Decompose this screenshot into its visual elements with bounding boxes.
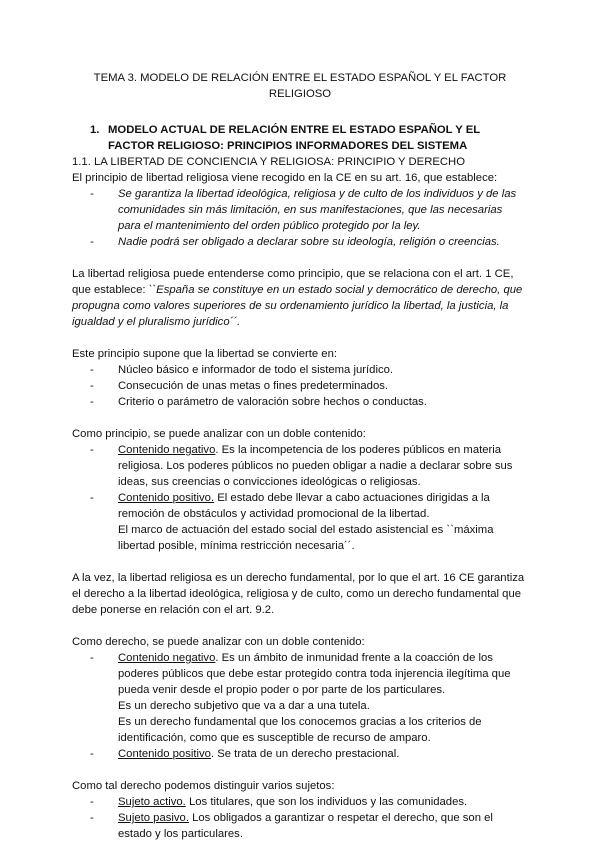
dash-bullet: - bbox=[90, 748, 94, 760]
principio-content-list bbox=[72, 442, 528, 554]
list-item-text: Los titulares, que son los individuos y las comunidades. bbox=[185, 796, 468, 808]
list-item-text: . Es un ámbito de inmunidad frente a la coacción de los poderes públicos que debe estar protegido contra toda injerencia ilegítima que pueda venir desde el propio poder o por parte de los particulares. bbox=[118, 652, 511, 696]
underlined-label: Contenido negativo bbox=[118, 652, 216, 664]
list-item-text: El estado debe llevar a cabo actuaciones dirigidas a la remoción de obstáculos y actividad promocional de la libertad. bbox=[118, 492, 490, 520]
list-item-extra: Es un derecho fundamental que los conocemos gracias a los criterios de identificación, como que es susceptible de recurso de amparo. bbox=[118, 716, 482, 744]
list-item-text: Los obligados a garantizar o respetar el derecho, que son el estado y los particulares. bbox=[118, 812, 493, 840]
list-item-extra: Es un derecho subjetivo que va a dar a una tutela. bbox=[118, 700, 370, 712]
section-heading bbox=[90, 122, 528, 154]
underlined-label: Contenido negativo bbox=[118, 444, 216, 456]
list-item bbox=[72, 234, 528, 250]
supone-intro: Este principio supone que la libertad se convierte en: bbox=[72, 348, 338, 360]
list-item bbox=[72, 362, 528, 378]
derecho-content-list bbox=[72, 650, 528, 762]
list-item-text: Se garantiza la libertad ideológica, religiosa y de culto de los individuos y de las comunidades sin más limitación, en sus manifestaciones, que las necesarias para el mantenimiento del orden público protegido por la ley. bbox=[118, 188, 517, 232]
sujetos-intro: Como tal derecho podemos distinguir varios sujetos: bbox=[72, 780, 335, 792]
dash-bullet: - bbox=[90, 236, 94, 248]
dash-bullet: - bbox=[90, 796, 94, 808]
list-item-text: Consecución de unas metas o fines predeterminados. bbox=[118, 380, 389, 392]
dash-bullet: - bbox=[90, 364, 94, 376]
list-item-text: Núcleo básico e informador de todo el sistema jurídico. bbox=[118, 364, 394, 376]
list-item bbox=[72, 810, 528, 842]
dash-bullet: - bbox=[90, 444, 94, 456]
list-item-text: Criterio o parámetro de valoración sobre hechos o conductas. bbox=[118, 396, 427, 408]
list-item bbox=[72, 794, 528, 810]
dash-bullet: - bbox=[90, 396, 94, 408]
supone-list bbox=[72, 362, 528, 410]
dash-bullet: - bbox=[90, 380, 94, 392]
document-page bbox=[72, 70, 528, 842]
list-item-text: Nadie podrá ser obligado a declarar sobre su ideología, religión o creencias. bbox=[118, 236, 500, 248]
derecho-fundamental-paragraph: A la vez, la libertad religiosa es un derecho fundamental, por lo que el art. 16 CE garantiza el derecho a la libertad ideológica, religiosa y de culto, como un derecho fundamental que debe ponerse en relación con el art. 9.2. bbox=[72, 572, 525, 616]
underlined-label: Contenido positivo bbox=[118, 748, 211, 760]
dash-bullet: - bbox=[90, 812, 94, 824]
dash-bullet: - bbox=[90, 652, 94, 664]
list-item bbox=[72, 490, 528, 554]
section-number: 1. bbox=[90, 124, 100, 136]
como-principio-intro: Como principio, se puede analizar con un doble contenido: bbox=[72, 428, 366, 440]
document-title: TEMA 3. MODELO DE RELACIÓN ENTRE EL ESTADO ESPAÑOL Y EL FACTOR RELIGIOSO bbox=[93, 72, 507, 100]
principle-intro: La libertad religiosa puede entenderse como principio, que se relaciona con el art. 1 CE, que establece: bbox=[72, 268, 514, 296]
dash-bullet: - bbox=[90, 492, 94, 504]
como-derecho-intro: Como derecho, se puede analizar con un doble contenido: bbox=[72, 636, 365, 648]
list-item-extra: El marco de actuación del estado social del estado asistencial es ``máxima libertad posible, mínima restricción necesaria´´. bbox=[118, 524, 494, 552]
list-item bbox=[72, 394, 528, 410]
section-heading-text: MODELO ACTUAL DE RELACIÓN ENTRE EL ESTADO ESPAÑOL Y EL FACTOR RELIGIOSO: PRINCIPIOS INFORMADORES DEL SISTEMA bbox=[108, 124, 481, 152]
list-item-text: . Se trata de un derecho prestacional. bbox=[210, 748, 400, 760]
list-item-text: . Es la incompetencia de los poderes públicos en materia religiosa. Los poderes públicos no pueden obligar a nadie a declarar sobre sus ideas, sus creencias o convicciones ideológicas o religiosas. bbox=[118, 444, 513, 488]
underlined-label: Sujeto pasivo. bbox=[118, 812, 189, 824]
underlined-label: Sujeto activo. bbox=[118, 796, 186, 808]
intro-paragraph: El principio de libertad religiosa viene recogido en la CE en su art. 16, que establece: bbox=[72, 172, 498, 184]
dash-bullet: - bbox=[90, 188, 94, 200]
list-item bbox=[72, 442, 528, 490]
underlined-label: Contenido positivo. bbox=[118, 492, 215, 504]
subsection-heading: 1.1. LA LIBERTAD DE CONCIENCIA Y RELIGIOSA: PRINCIPIO Y DERECHO bbox=[72, 156, 466, 168]
list-item bbox=[72, 378, 528, 394]
list-item bbox=[72, 746, 528, 762]
sujetos-list bbox=[72, 794, 528, 842]
list-item bbox=[72, 186, 528, 234]
art16-list bbox=[72, 186, 528, 250]
list-item bbox=[72, 650, 528, 746]
principle-quote: ``España se constituye en un estado social y democrático de derecho, que propugna como valores superiores de su ordenamiento jurídico la libertad, la justicia, la igualdad y el pluralismo jurídico´´. bbox=[72, 284, 523, 328]
principle-paragraph bbox=[72, 266, 528, 330]
